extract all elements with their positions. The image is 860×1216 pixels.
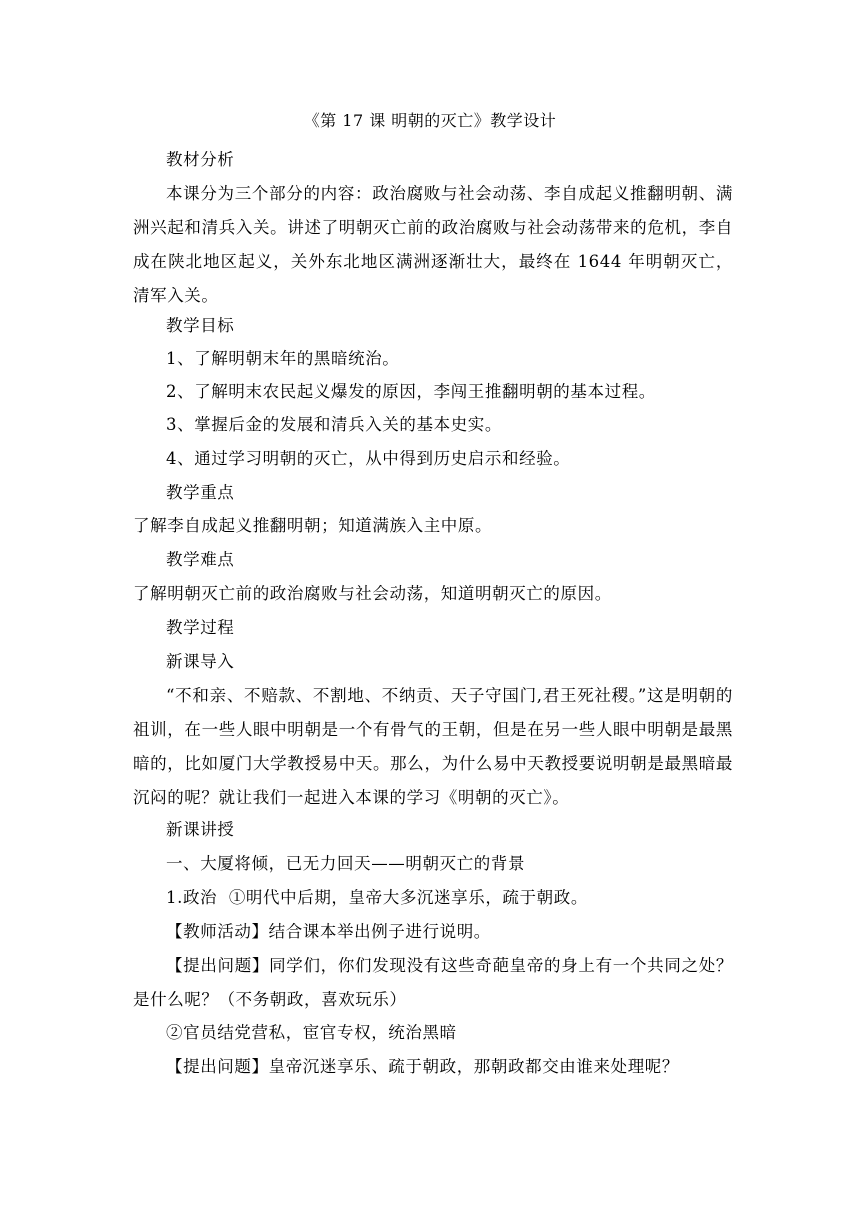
process-heading: 教学过程	[166, 618, 235, 637]
difficulties-text: 了解明朝灭亡前的政治腐败与社会动荡，知道明朝灭亡的原因。	[133, 584, 612, 603]
officials-line: ②官员结党营私，宦官专权，统治黑暗	[166, 1023, 457, 1042]
goals-heading: 教学目标	[166, 316, 235, 335]
part-one-heading: 一、大厦将倾，已无力回天——明朝灭亡的背景	[166, 854, 526, 873]
question-two: 【提出问题】皇帝沉迷享乐、疏于朝政，那朝政都交由谁来处理呢？	[166, 1057, 679, 1076]
intro-paragraph: “不和亲、不赔款、不割地、不纳贡、天子守国门,君王死社稷。”这是明朝的祖训，在一些人眼中明朝是一个有骨气的王朝，但是在另一些人眼中明朝是最黑暗的，比如厦门大学教授易中天。那么，为什么易中天教授要说明朝是最黑暗最沉闷的呢？就让我们一起进入本课的学习《明朝的灭亡》。	[133, 686, 733, 807]
teacher-activity: 【教师活动】结合课本举出例子进行说明。	[166, 922, 491, 941]
goal-item: 4、通过学习明朝的灭亡，从中得到历史启示和经验。	[166, 449, 571, 468]
analysis-heading: 教材分析	[166, 150, 235, 169]
difficulties-heading: 教学难点	[166, 550, 235, 569]
goal-item: 1、了解明朝末年的黑暗统治。	[166, 349, 400, 368]
intro-heading: 新课导入	[166, 652, 235, 671]
goal-item: 3、掌握后金的发展和清兵入关的基本史实。	[166, 415, 502, 434]
key-points-text: 了解李自成起义推翻明朝；知道满族入主中原。	[133, 516, 493, 535]
document-title: 《第 17 课 明朝的灭亡》教学设计	[303, 111, 557, 130]
analysis-paragraph: 本课分为三个部分的内容：政治腐败与社会动荡、李自成起义推翻明朝、满洲兴起和清兵入关。讲述了明朝灭亡前的政治腐败与社会动荡带来的危机，李自成在陕北地区起义，关外东北地区满洲逐渐壮大，最终在 1644 年明朝灭亡，清军入关。	[133, 184, 733, 305]
question-one: 【提出问题】同学们，你们发现没有这些奇葩皇帝的身上有一个共同之处？是什么呢？（不务朝政，喜欢玩乐）	[133, 956, 733, 1009]
politics-line: 1.政治 ①明代中后期，皇帝大多沉迷享乐，疏于朝政。	[166, 888, 588, 907]
lecture-heading: 新课讲授	[166, 820, 235, 839]
goal-item: 2、了解明末农民起义爆发的原因，李闯王推翻明朝的基本过程。	[166, 382, 656, 401]
key-points-heading: 教学重点	[166, 483, 235, 502]
